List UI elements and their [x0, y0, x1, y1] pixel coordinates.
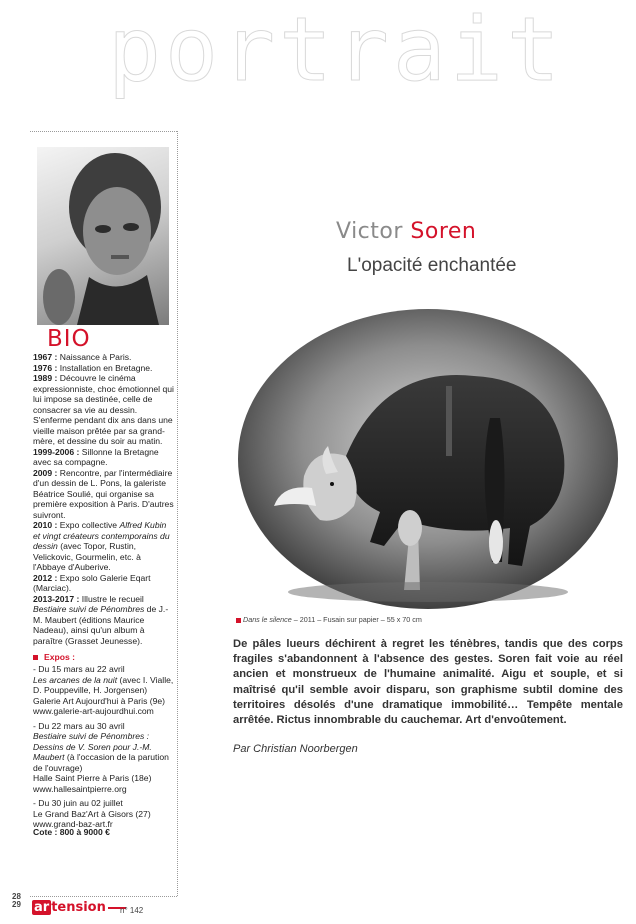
artist-name — [336, 219, 476, 244]
bio-entry: 1976 : Installation en Bretagne. — [33, 362, 153, 373]
artwork-caption: Dans le silence – 2011 – Fusain sur papier – 55 x 70 cm — [236, 615, 422, 624]
expo-venue: Halle Saint Pierre à Paris (18e) — [33, 773, 152, 783]
expo-dates: - Du 22 mars au 30 avril — [33, 720, 125, 731]
bio-entry: 2013-2017 : Illustre le recueil Bestiaire suivi de Pénombres de J.-M. Maubert (éditions Maurice Nadeau), ainsi qu'un album à paraître (Grasset Jeunesse). — [33, 593, 169, 646]
artist-first-name: Victor — [336, 219, 403, 244]
price-range: Cote : 800 à 9000 € — [33, 827, 110, 837]
artist-last-name: Soren — [410, 219, 477, 244]
bio-entry: 2009 : Rencontre, par l'intermédiaire d'un dessin de L. Pons, la galeriste Béatrice Soulié, qui organise sa première exposition à Paris. D'autres suivront. — [33, 467, 174, 520]
bio-entry: 1999-2006 : Sillonne la Bretagne avec sa compagne. — [33, 446, 159, 467]
article-subtitle: L'opacité enchantée — [347, 255, 517, 276]
article-author: Par Christian Noorbergen — [233, 743, 358, 755]
sidebar-bottom-rule — [30, 896, 177, 897]
expo-link[interactable]: www.hallesaintpierre.org — [33, 783, 127, 794]
sidebar-top-rule — [30, 131, 177, 132]
caption-square-icon — [236, 618, 241, 623]
sidebar-divider — [177, 131, 178, 896]
expos-list — [33, 664, 175, 830]
body-paragraph: De pâles lueurs déchirent à regret les ténèbres, tandis que des corps fragiles s'abandonnent à l'absence des gestes. Soren fait voie au réel ancien et monstrueux de l'humaine animalité. Aigu et souple, et si maîtrisé qu'il semble avoir disparu, son graphisme subtil domine des territoires désolés d'une dramatique immobilité… Tempête mentale arrêtée. Rictus innombrable du cauchemar. Art d'envoûtement. — [233, 638, 623, 727]
bio-list — [33, 352, 175, 646]
page-numbers: 28 29 — [12, 892, 21, 909]
issue-number: n° 142 — [120, 906, 144, 915]
bio-entry: 2012 : Expo solo Galerie Eqart (Marciac). — [33, 572, 151, 593]
expo-title: Bestiaire suivi de Pénombres : Dessins de V. Soren pour J.-M. Maubert (à l'occasion de la parution de l'ouvrage) — [33, 731, 169, 773]
expo-dates: - Du 15 mars au 22 avril — [33, 664, 125, 674]
bio-entry: 2010 : Expo collective Alfred Kubin et vingt créateurs contemporains du dessin (avec Topor, Rustin, Velickovic, Gourmelin, etc. à l'Abbaye d'Auberive. — [33, 520, 170, 572]
bio-entry: 1967 : Naissance à Paris. — [33, 352, 132, 362]
artist-photo — [37, 147, 169, 325]
expo-dates: - Du 30 juin au 02 juillet — [33, 798, 123, 808]
magazine-logo: ar tension — [32, 900, 126, 915]
expos-heading: Expos : — [33, 652, 75, 662]
artwork-image — [234, 306, 622, 612]
section-title: portrait — [108, 0, 564, 101]
expo-venue: Galerie Art Aujourd'hui à Paris (9e) — [33, 695, 166, 706]
bio-entry: 1989 : Découvre le cinéma expressionniste, choc émotionnel qui lui impose sa destinée, celle de consacrer sa vie au dessin. S'enferme pendant dix ans dans une vieille maison prêtée par sa grand-mère, et dessine du soir au matin. — [33, 373, 174, 446]
expo-link[interactable]: www.galerie-art-aujourdhui.com — [33, 706, 154, 716]
expo-link[interactable]: www.grand-baz-art.fr — [33, 819, 113, 829]
expo-title: Les arcanes de la nuit (avec I. Vialle, D. Pouppeville, H. Jorgensen) — [33, 674, 174, 695]
bullet-square-icon — [33, 655, 38, 660]
expo-venue: Le Grand Baz'Art à Gisors (27) — [33, 808, 151, 819]
article-body — [233, 637, 623, 728]
bio-heading: BIO — [47, 326, 91, 352]
